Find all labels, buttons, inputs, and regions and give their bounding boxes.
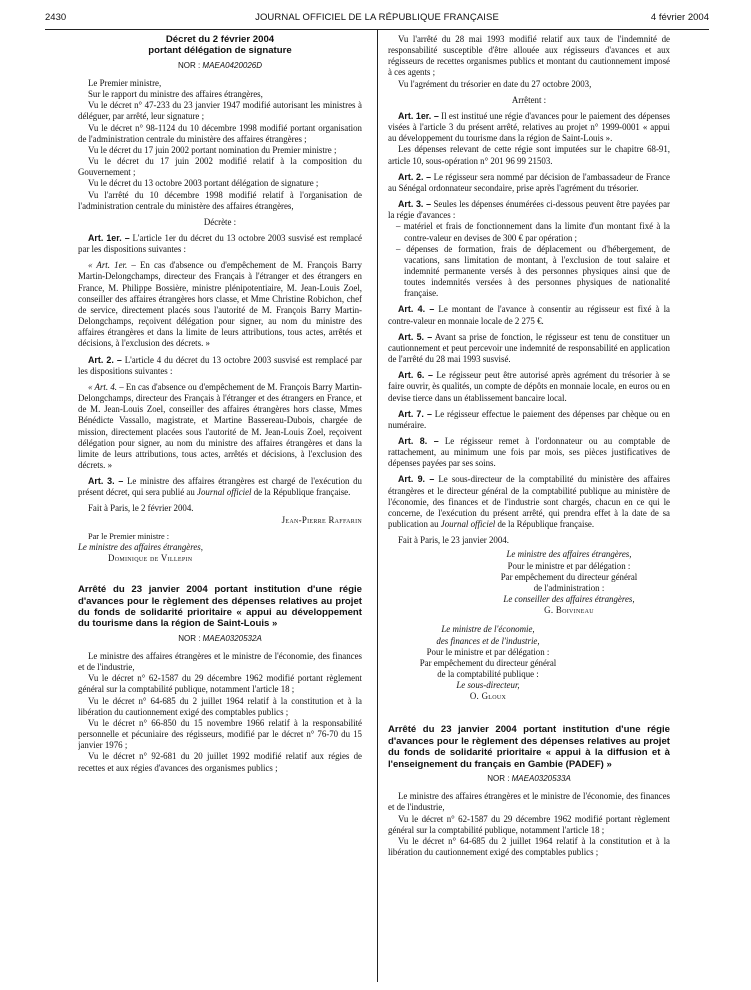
arrete-article-3-item: – matériel et frais de fonctionnement dans la limite d'un montant fixé à la contre-valeur en devises de 300 € par opération ; xyxy=(396,221,670,243)
arrete-para: Vu l'agrément du trésorier en date du 27 octobre 2003, xyxy=(398,78,592,89)
decree-article-3: Art. 3. – Le ministre des affaires étrangères est chargé de l'exécution du présent décret, qui sera publié au Journal officiel de la République française. xyxy=(78,476,362,498)
decree-signatory: Jean-Pierre Raffarin xyxy=(281,514,362,525)
decree-para: Vu le décret n° 98-1124 du 10 décembre 1998 modifié portant organisation de l'administration centrale du ministère des affaires étrangères ; xyxy=(78,122,362,144)
decree-decrete: Décrète : xyxy=(203,216,237,227)
arrete-para: Vu le décret n° 64-685 du 2 juillet 1964 relatif à la constitution et à la libération du cautionnement exigé des comptables publics ; xyxy=(388,835,670,857)
arrete-article-1-p2: Les dépenses relevant de cette régie sont imputées sur le chapitre 68-91, article 10, sous-opération n° 201 96 99 21503. xyxy=(388,144,670,166)
decree-nor: NOR : MAEA0420026D xyxy=(177,60,263,70)
sig-line: Par empêchement du directeur général xyxy=(419,657,557,668)
arrete-para: Le ministre des affaires étrangères et le ministre de l'économie, des finances et de l'industrie, xyxy=(78,651,362,673)
sig-role: Le ministre de l'économie, xyxy=(441,624,535,635)
arrete-article-6: Art. 6. – Le régisseur peut être autorisé après agrément du trésorier à se faire ouvrir, ès qualités, un compte de dépôts en monnaie locale, en euros ou en devise tierce dans un établissement bancaire local. xyxy=(388,370,670,403)
decree-signatory-2: Dominique de Villepin xyxy=(108,553,193,564)
arrete-fait: Fait à Paris, le 23 janvier 2004. xyxy=(398,535,509,546)
decree-article-1: Art. 1er. – L'article 1er du décret du 13 octobre 2003 susvisé est remplacé par les dispositions suivantes : xyxy=(78,233,362,255)
sig-line: Le sous-directeur, xyxy=(456,680,520,691)
arrete-article-4: Art. 4. – Le montant de l'avance à consentir au régisseur est fixé à la contre-valeur en monnaie locale de 2 275 €. xyxy=(388,304,670,326)
column-divider xyxy=(377,30,378,982)
sig-name: O. Gloux xyxy=(469,691,507,702)
decree-fait: Fait à Paris, le 2 février 2004. xyxy=(88,503,194,514)
decree-signatory-role: Le ministre des affaires étrangères, xyxy=(78,541,203,552)
arrete-article-3-item: – dépenses de formation, frais de déplacement ou d'hébergement, de vacations, sans limitation de montant, à l'exclusion de tout salaire et indemnité permanente versés à des personnes physiques ainsi que de toutes indemnités versées à des personnes physiques de nationalité française. xyxy=(396,243,670,299)
decree-para: Vu l'arrêté du 10 décembre 1998 modifié relatif à l'organisation de l'administration centrale du ministère des affaires étrangères, xyxy=(78,189,362,211)
sig-line: de la comptabilité publique : xyxy=(437,668,539,679)
arrete-article-2: Art. 2. – Le régisseur sera nommé par décision de l'ambassadeur de France au Sénégal ordonnateur secondaire, prise après l'agrément du trésorier. xyxy=(388,171,670,193)
page-number: 2430 xyxy=(45,12,67,23)
arrete-2-title: Arrêté du 23 janvier 2004 portant institution d'une régie d'avances pour le règlement des dépenses relatives au projet du fonds de solidarité prioritaire « appui à la diffusion et à l'enseignement du français en Gambie (PADEF) » xyxy=(388,724,670,770)
arrete-article-1: Art. 1er. – Il est institué une régie d'avances pour le paiement des dépenses visées à l'article 3 du présent arrêté, relatives au projet n° 1999-0001 « appui au développement du tourisme dans la région de Saint-Louis ». xyxy=(388,110,670,144)
sig-line: Pour le ministre et par délégation : xyxy=(507,560,631,571)
decree-title: Décret du 2 février 2004 xyxy=(165,34,275,45)
arrete-arretent: Arrêtent : xyxy=(511,94,547,105)
arrete-para: Le ministre des affaires étrangères et le ministre de l'économie, des finances et de l'industrie, xyxy=(388,791,670,813)
arrete-para: Vu le décret n° 66-850 du 15 novembre 1966 relatif à la responsabilité personnelle et pécuniaire des régisseurs, modifié par le décret n° 76-70 du 15 janvier 1976 ; xyxy=(78,717,362,751)
journal-title: JOURNAL OFFICIEL DE LA RÉPUBLIQUE FRANÇAISE xyxy=(255,12,499,23)
sig-line: Pour le ministre et par délégation : xyxy=(426,646,550,657)
decree-para: Vu le décret du 17 juin 2002 portant nomination du Premier ministre ; xyxy=(88,144,337,155)
sig-line: de l'administration : xyxy=(533,582,605,593)
arrete-para: Vu le décret n° 62-1587 du 29 décembre 1962 modifié portant règlement général sur la comptabilité publique, notamment l'article 18 ; xyxy=(388,813,670,835)
sig-role: des finances et de l'industrie, xyxy=(436,635,540,646)
sig-line: Par empêchement du directeur général xyxy=(500,571,638,582)
decree-par: Par le Premier ministre : xyxy=(88,531,170,541)
decree-article-1-quote: « Art. 1er. – En cas d'absence ou d'empêchement de M. François Barry Martin-Delongchamps, directeur des Français à l'étranger et des étrangers en France, M. Philippe Bossière, ministre plénipotentiaire, M. Jean-Louis Zoel, conseiller des affaires étrangères hors classe, et Mme Christine Robichon, chef de service, directement placés sous l'autorité de M. François Barry Martin-Delongchamps, reçoivent délégation pour signer, au nom du ministre des affaires étrangères et dans la limite de leurs attributions, tous actes, arrêtés et décisions, à l'exclusion des décrets. » xyxy=(78,260,362,349)
arrete-article-8: Art. 8. – Le régisseur remet à l'ordonnateur ou au comptable de rattachement, au minimum une fois par mois, ses pièces justificatives de dépenses payées par ses soins. xyxy=(388,436,670,469)
sig-name: G. Boivineau xyxy=(544,605,594,616)
decree-article-2-quote: « Art. 4. – En cas d'absence ou d'empêchement de M. François Barry Martin-Delongchamps, directeur des Français à l'étranger et des étrangers en France, et de M. Jean-Louis Zoel, conseiller des affaires étrangères hors classe, Mmes Bénédicte Vassallo, magistrate, et Martine Bassereau-Dubois, chargée de mission, directement placées sous l'autorité de M. Jean-Louis Zoel, reçoivent délégation pour signer, au nom du ministre des affaires étrangères et dans la limite de leurs attributions, tous actes, arrêtés et décisions, à l'exclusion des décrets. » xyxy=(78,381,362,470)
decree-para: Le Premier ministre, xyxy=(88,77,162,88)
decree-para: Vu le décret du 17 juin 2002 modifié relatif à la composition du Gouvernement ; xyxy=(78,156,362,178)
sig-line: Le conseiller des affaires étrangères, xyxy=(503,594,635,605)
arrete-article-9: Art. 9. – Le sous-directeur de la comptabilité du ministère des affaires étrangères et le directeur général de la comptabilité publique au ministère de l'économie, des finances et de l'industrie sont chargés, chacun en ce qui le concerne, de l'exécution du présent arrêté, qui prendra effet à la date de sa publication au Journal officiel de la République française. xyxy=(388,474,670,530)
decree-para: Vu le décret n° 47-233 du 23 janvier 1947 modifié autorisant les ministres à déléguer, par arrêté, leur signature ; xyxy=(78,100,362,122)
arrete-para: Vu l'arrêté du 28 mai 1993 modifié relatif aux taux de l'indemnité de responsabilité susceptible d'être allouée aux régisseurs d'avances et aux régisseurs de recettes organismes publics et montant du cautionnement imposé à ces agents ; xyxy=(388,34,670,78)
arrete-2-nor: NOR : MAEA0320533A xyxy=(487,774,571,784)
decree-para: Vu le décret du 13 octobre 2003 portant délégation de signature ; xyxy=(88,178,319,189)
arrete-article-3: Art. 3. – Seules les dépenses énumérées ci-dessous peuvent être payées par la régie d'avances : xyxy=(388,199,670,221)
arrete-1-nor: NOR : MAEA0320532A xyxy=(178,633,262,643)
decree-article-2: Art. 2. – L'article 4 du décret du 13 octobre 2003 susvisé est remplacé par les dispositions suivantes : xyxy=(78,354,362,376)
page-header xyxy=(45,12,709,26)
decree-para: Sur le rapport du ministre des affaires étrangères, xyxy=(88,89,263,100)
sig-role: Le ministre des affaires étrangères, xyxy=(506,549,632,560)
arrete-1-title: Arrêté du 23 janvier 2004 portant institution d'une régie d'avances pour le règlement des dépenses relatives au projet du fonds de solidarité prioritaire « appui au développement du tourisme dans la région de Saint-Louis » xyxy=(78,584,362,630)
arrete-article-7: Art. 7. – Le régisseur effectue le paiement des dépenses par chèque ou en numéraire. xyxy=(388,408,670,430)
right-column xyxy=(388,34,670,986)
arrete-para: Vu le décret n° 64-685 du 2 juillet 1964 relatif à la constitution et à la libération du cautionnement exigé des comptables publics ; xyxy=(78,695,362,717)
arrete-para: Vu le décret n° 92-681 du 20 juillet 1992 modifié relatif aux régies de recettes et aux régies d'avances des organismes publics ; xyxy=(78,751,362,773)
arrete-article-5: Art. 5. – Avant sa prise de fonction, le régisseur est tenu de constituer un cautionnement et peut percevoir une indemnité de responsabilité en application de l'arrêté du 28 mai 1993 susvisé. xyxy=(388,331,670,365)
left-column xyxy=(78,34,362,986)
issue-date: 4 février 2004 xyxy=(650,12,709,23)
signature-block-1 xyxy=(468,549,670,616)
arrete-para: Vu le décret n° 62-1587 du 29 décembre 1962 modifié portant règlement général sur la comptabilité publique, notamment l'article 18 ; xyxy=(78,673,362,695)
signature-block-2 xyxy=(388,624,588,702)
decree-subtitle: portant délégation de signature xyxy=(148,45,292,57)
